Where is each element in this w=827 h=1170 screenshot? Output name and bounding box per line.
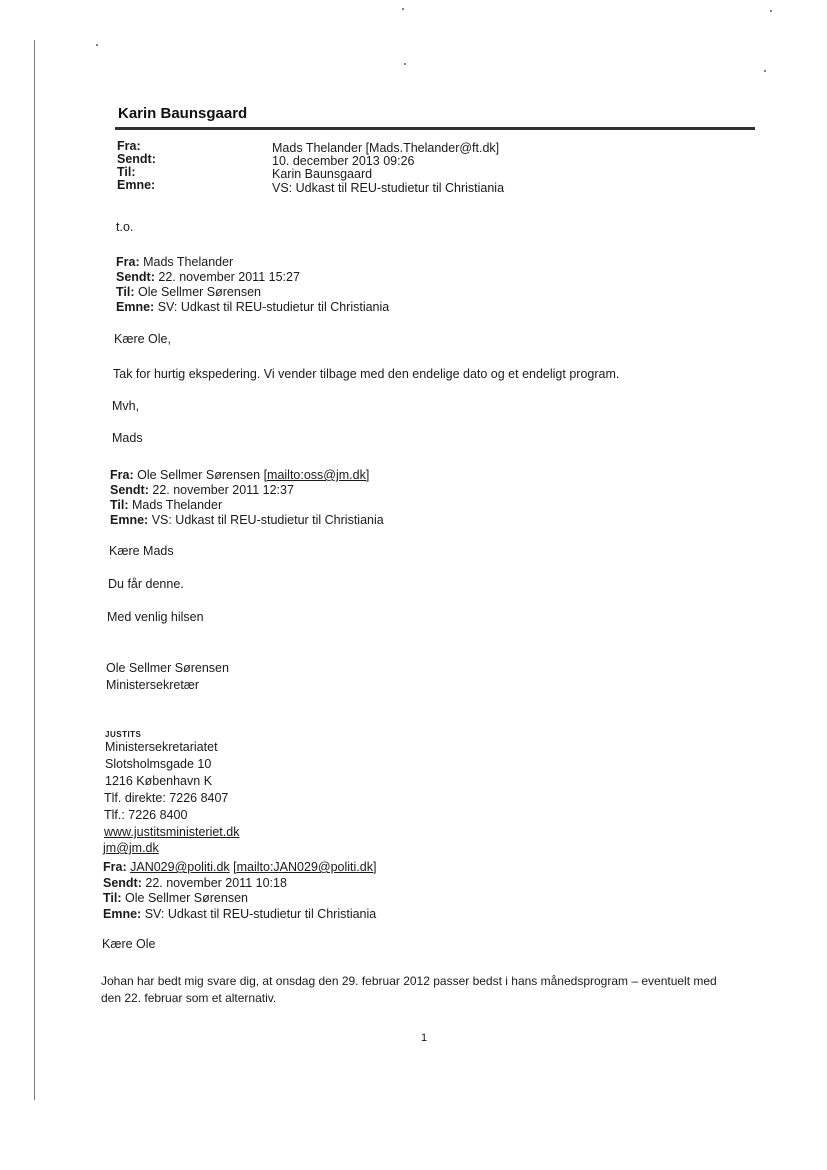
email3-sent-label: Sendt:: [103, 876, 142, 890]
email2-closing: Med venlig hilsen: [107, 610, 204, 624]
scan-speck: [404, 63, 406, 65]
org-line: Slotsholmsgade 10: [105, 757, 212, 771]
header-subject-value: VS: Udkast til REU-studietur til Christiania: [272, 181, 505, 195]
email1-signature: Mads: [112, 431, 143, 445]
email3-body-line2: den 22. februar som et alternativ.: [101, 991, 277, 1005]
email3-body-line1: Johan har bedt mig svare dig, at onsdag den 29. februar 2012 passer bedst i hans månedsprogram – eventuelt med: [101, 974, 717, 988]
org-line: 1216 København K: [105, 774, 213, 788]
email1-sent-line: [116, 269, 300, 285]
scan-speck: [96, 44, 98, 46]
email3-sent-line: [103, 875, 287, 891]
email1-greeting: Kære Ole,: [114, 332, 171, 346]
email2-to-label: Til:: [110, 498, 129, 512]
email1-from: Mads Thelander: [143, 255, 234, 269]
scan-speck: [770, 10, 772, 12]
email2-sig-title: Ministersekretær: [106, 678, 200, 692]
email3-subject-label: Emne:: [103, 907, 142, 921]
email1-subject-label: Emne:: [116, 300, 155, 314]
mailbox-owner-name: Karin Baunsgaard: [118, 105, 248, 122]
email2-sent-line: [110, 482, 294, 498]
email2-subject: VS: Udkast til REU-studietur til Christiania: [151, 513, 384, 527]
email2-from-line: [110, 467, 369, 483]
email1-to: Ole Sellmer Sørensen: [138, 285, 261, 299]
org-line: Tlf. direkte: 7226 8407: [104, 791, 229, 805]
forward-note: t.o.: [116, 220, 134, 234]
email1-body: Tak for hurtig ekspedering. Vi vender tilbage med den endelige dato og et endeligt program.: [113, 367, 620, 381]
email1-to-label: Til:: [116, 285, 135, 299]
org-web-link[interactable]: www.justitsministeriet.dk: [104, 825, 240, 839]
header-label-from: Fra:: [117, 139, 141, 153]
email1-closing: Mvh,: [112, 399, 140, 413]
org-line: Ministersekretariatet: [105, 740, 218, 754]
email2-from-label: Fra:: [110, 468, 134, 482]
email2-sent: 22. november 2011 12:37: [152, 483, 294, 497]
header-sent-value: 10. december 2013 09:26: [272, 154, 415, 168]
email1-subject-line: [116, 299, 389, 315]
header-label-sent: Sendt:: [117, 152, 156, 166]
email2-to: Mads Thelander: [132, 498, 223, 512]
email3-subject: SV: Udkast til REU-studietur til Christiania: [144, 907, 377, 921]
page-number: 1: [421, 1032, 428, 1044]
email3-to-label: Til:: [103, 891, 122, 905]
email2-subject-label: Emne:: [110, 513, 149, 527]
email1-from-line: [116, 254, 233, 270]
email2-from: Ole Sellmer Sørensen: [137, 468, 261, 482]
email2-sent-label: Sendt:: [110, 483, 149, 497]
heading-rule: [115, 127, 755, 130]
email3-greeting: Kære Ole: [102, 937, 156, 951]
header-label-to: Til:: [117, 165, 136, 179]
email3-from[interactable]: JAN029@politi.dk: [130, 860, 230, 874]
email2-body: Du får denne.: [108, 577, 184, 591]
email3-subject-line: [103, 906, 376, 922]
email3-sent: 22. november 2011 10:18: [145, 876, 287, 890]
email1-subject: SV: Udkast til REU-studietur til Christiania: [157, 300, 390, 314]
header-label-subject: Emne:: [117, 178, 156, 192]
scan-speck: [402, 8, 404, 10]
email1-from-label: Fra:: [116, 255, 140, 269]
email3-from-label: Fra:: [103, 860, 127, 874]
email1-to-line: [116, 284, 261, 300]
email3-to-line: [103, 890, 248, 906]
org-mail-link[interactable]: jm@jm.dk: [103, 841, 159, 855]
email3-from-mailto[interactable]: [mailto:JAN029@politi.dk]: [233, 860, 377, 874]
email3-from-line: [103, 859, 376, 875]
header-to-value: Karin Baunsgaard: [272, 167, 373, 181]
header-from-value: Mads Thelander [Mads.Thelander@ft.dk]: [272, 141, 500, 155]
email1-sent-label: Sendt:: [116, 270, 155, 284]
email2-sig-name: Ole Sellmer Sørensen: [106, 661, 229, 675]
scan-margin-line: [34, 40, 35, 1100]
email2-from-mailto[interactable]: [mailto:oss@jm.dk]: [263, 468, 370, 482]
justits-logo-text: JUSTITS: [105, 730, 142, 739]
email2-subject-line: [110, 512, 384, 528]
email3-to: Ole Sellmer Sørensen: [125, 891, 248, 905]
email1-sent: 22. november 2011 15:27: [158, 270, 300, 284]
scan-speck: [764, 70, 766, 72]
email2-greeting: Kære Mads: [109, 544, 174, 558]
email2-to-line: [110, 497, 222, 513]
org-line: Tlf.: 7226 8400: [104, 808, 188, 822]
